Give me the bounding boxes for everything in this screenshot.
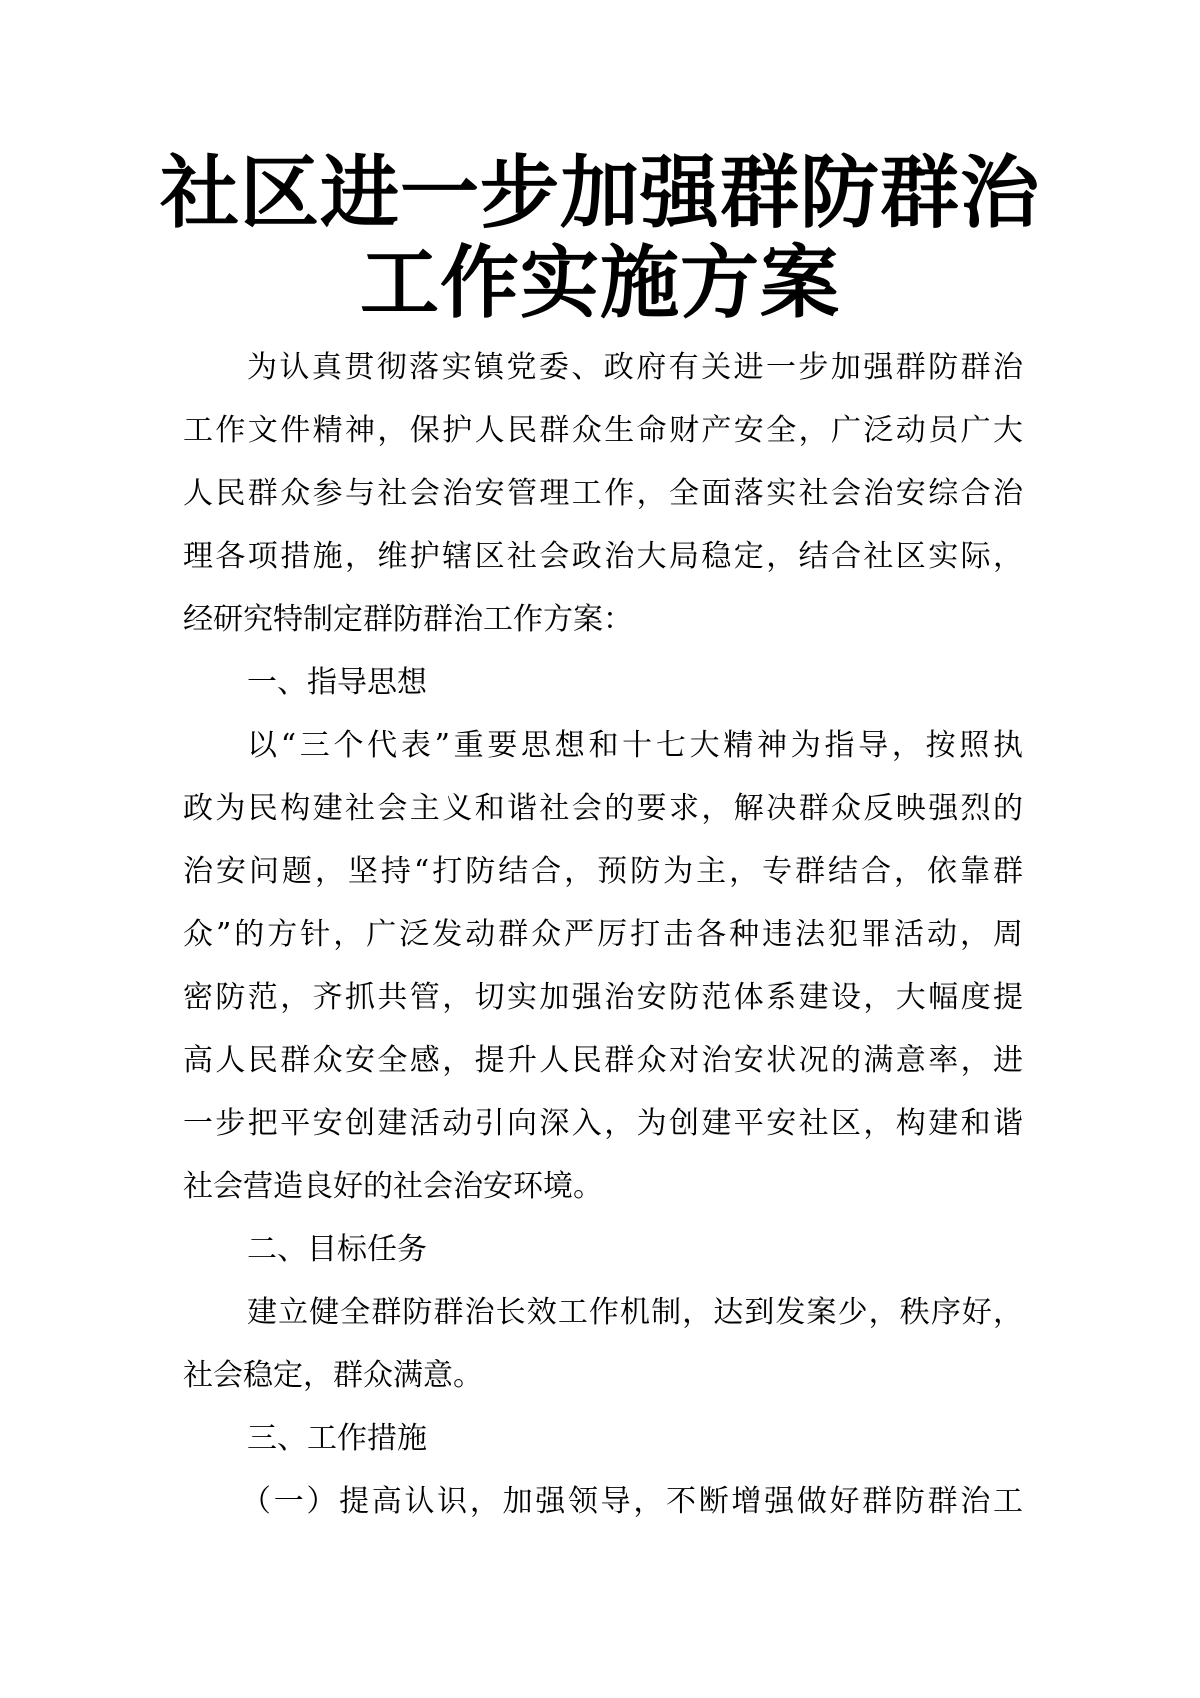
paragraph-line: 建立健全群防群治长效工作机制，达到发案少，秩序好， (247, 1295, 1023, 1330)
paragraph-line: 工作文件精神，保护人民群众生命财产安全，广泛动员广大 (183, 413, 1023, 448)
paragraph-line: 治安问题，坚持“打防结合，预防为主，专群结合，依靠群 (183, 854, 1023, 889)
title-line-1: 社区进一步加强群防群治 (160, 147, 1040, 239)
document-body (183, 336, 1023, 1533)
paragraph-line: 高人民群众安全感，提升人民群众对治安状况的满意率，进 (183, 1043, 1023, 1078)
paragraph-line: 以“三个代表”重要思想和十七大精神为指导，按照执 (247, 728, 1023, 763)
paragraph-line: 为认真贯彻落实镇党委、政府有关进一步加强群防群治 (247, 350, 1023, 385)
paragraph-line: 理各项措施，维护辖区社会政治大局稳定，结合社区实际， (183, 539, 1023, 574)
subsection-heading: （一）提高认识，加强领导，不断增强做好群防群治工 (241, 1484, 1023, 1519)
section-heading: 二、目标任务 (247, 1232, 427, 1267)
paragraph-line: 经研究特制定群防群治工作方案： (183, 602, 633, 637)
document-title (160, 148, 1040, 328)
paragraph-line: 一步把平安创建活动引向深入，为创建平安社区，构建和谐 (183, 1106, 1023, 1141)
paragraph-line: 众”的方针，广泛发动群众严厉打击各种违法犯罪活动，周 (183, 917, 1023, 952)
paragraph-line: 社会稳定，群众满意。 (183, 1358, 483, 1393)
paragraph-line: 社会营造良好的社会治安环境。 (183, 1169, 603, 1204)
paragraph-line: 人民群众参与社会治安管理工作，全面落实社会治安综合治 (183, 476, 1023, 511)
paragraph-line: 密防范，齐抓共管，切实加强治安防范体系建设，大幅度提 (183, 980, 1023, 1015)
section-heading: 三、工作措施 (247, 1421, 427, 1456)
section-heading: 一、指导思想 (247, 665, 427, 700)
paragraph-line: 政为民构建社会主义和谐社会的要求，解决群众反映强烈的 (183, 791, 1023, 826)
title-line-2: 工作实施方案 (360, 237, 840, 329)
